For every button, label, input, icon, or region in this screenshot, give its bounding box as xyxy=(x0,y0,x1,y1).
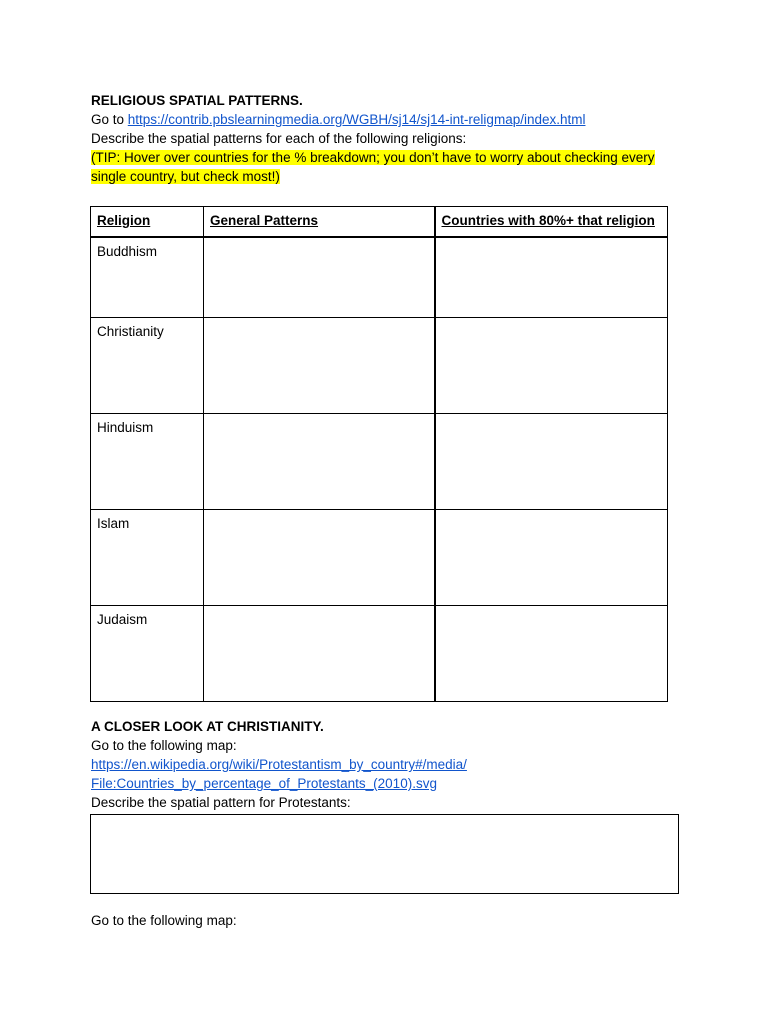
section-heading-christianity: A CLOSER LOOK AT CHRISTIANITY. xyxy=(91,719,324,734)
patterns-cell[interactable] xyxy=(204,317,435,413)
countries-cell[interactable] xyxy=(435,317,668,413)
table-row xyxy=(91,317,668,413)
table-row xyxy=(91,605,668,701)
religion-cell: Christianity xyxy=(91,317,204,413)
religion-cell: Hinduism xyxy=(91,413,204,509)
patterns-cell[interactable] xyxy=(204,413,435,509)
protestant-map-link-part-2[interactable]: File:Countries_by_percentage_of_Protestants_(2010).svg xyxy=(91,776,437,791)
header-religion: Religion xyxy=(91,207,204,238)
tip-line-1 xyxy=(91,148,655,167)
tip-text-1: (TIP: Hover over countries for the % breakdown; you don’t have to worry about checking every xyxy=(91,150,655,165)
goto-prefix: Go to xyxy=(91,112,128,127)
goto-line xyxy=(91,110,585,129)
religion-cell: Islam xyxy=(91,509,204,605)
tip-text-2: single country, but check most!) xyxy=(91,169,280,184)
tip-line-2 xyxy=(91,167,280,186)
religion-cell: Buddhism xyxy=(91,237,204,317)
patterns-cell[interactable] xyxy=(204,605,435,701)
table-header-row xyxy=(91,207,668,238)
religion-cell: Judaism xyxy=(91,605,204,701)
countries-cell[interactable] xyxy=(435,413,668,509)
protestant-map-link-part-1[interactable]: https://en.wikipedia.org/wiki/Protestantism_by_country#/media/ xyxy=(91,757,467,772)
religion-table xyxy=(90,206,668,702)
patterns-cell[interactable] xyxy=(204,237,435,317)
religion-map-link[interactable]: https://contrib.pbslearningmedia.org/WGBH/sj14/sj14-int-religmap/index.html xyxy=(127,112,586,127)
protestant-link-line-2 xyxy=(91,774,437,793)
countries-cell[interactable] xyxy=(435,237,668,317)
protestant-answer-box[interactable] xyxy=(90,814,679,894)
countries-cell[interactable] xyxy=(435,605,668,701)
table-row xyxy=(91,237,668,317)
protestant-link-line-1 xyxy=(91,755,467,774)
patterns-cell[interactable] xyxy=(204,509,435,605)
header-general-patterns: General Patterns xyxy=(204,207,435,238)
countries-cell[interactable] xyxy=(435,509,668,605)
goto-map-text-2: Go to the following map: xyxy=(91,913,237,928)
instruction-text: Describe the spatial patterns for each of the following religions: xyxy=(91,131,467,146)
table-row xyxy=(91,413,668,509)
table-row xyxy=(91,509,668,605)
section-heading-religious-patterns: RELIGIOUS SPATIAL PATTERNS. xyxy=(91,93,303,108)
goto-map-text: Go to the following map: xyxy=(91,738,237,753)
describe-protestants-text: Describe the spatial pattern for Protestants: xyxy=(91,795,351,810)
header-countries-80: Countries with 80%+ that religion xyxy=(435,207,668,238)
